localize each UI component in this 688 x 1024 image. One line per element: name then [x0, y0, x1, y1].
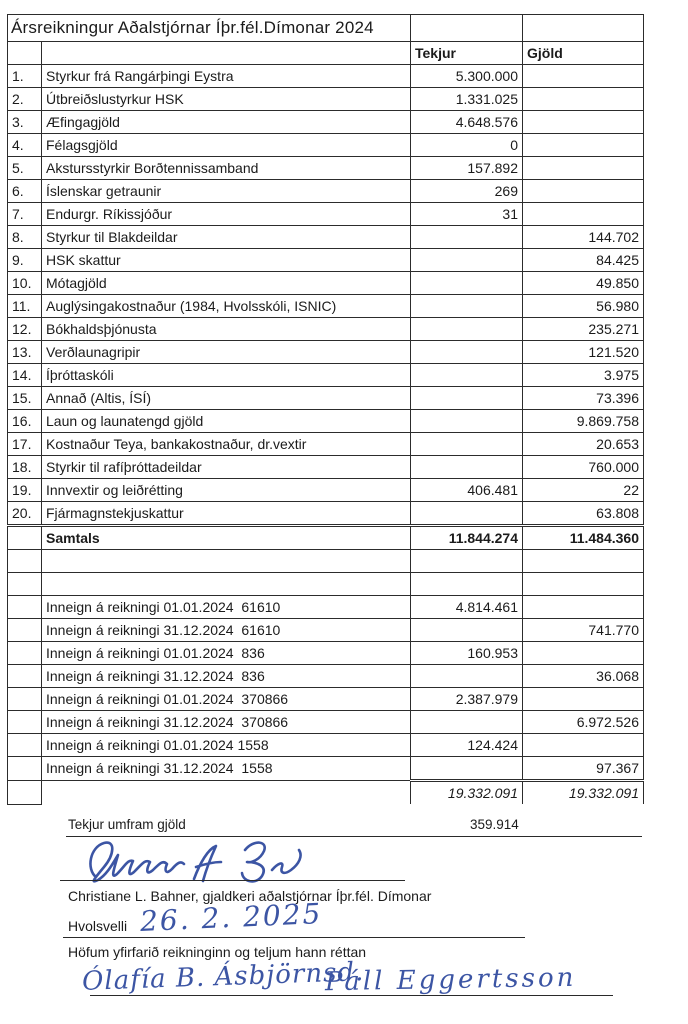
row-label: Annað (Altis, ÍSÍ) [42, 387, 411, 410]
row-label: Laun og launatengd gjöld [42, 410, 411, 433]
row-label: Útbreiðslustyrkur HSK [42, 88, 411, 111]
row-label: HSK skattur [42, 249, 411, 272]
row-number: 17. [8, 433, 42, 456]
row-label: Íslenskar getraunir [42, 180, 411, 203]
row-expense-value: 235.271 [523, 318, 644, 341]
account-label: Inneign á reikningi 31.12.2024 61610 [42, 619, 411, 642]
row-expense-value: 49.850 [523, 272, 644, 295]
witness-signature-line [90, 995, 613, 996]
table-row [8, 387, 644, 410]
table-row [8, 456, 644, 479]
title-row [8, 15, 644, 42]
row-label: Kostnaður Teya, bankakostnaður, dr.vextir [42, 433, 411, 456]
account-num-cell [8, 619, 42, 642]
row-number: 20. [8, 502, 42, 526]
empty-cell [42, 550, 411, 573]
samtals-num-cell [8, 526, 42, 550]
empty-cell [411, 550, 523, 573]
account-expense-value: 741.770 [523, 619, 644, 642]
row-number: 4. [8, 134, 42, 157]
account-expense-value [523, 688, 644, 711]
row-number: 9. [8, 249, 42, 272]
row-label: Endurgr. Ríkissjóður [42, 203, 411, 226]
row-number: 18. [8, 456, 42, 479]
row-income-value [411, 249, 523, 272]
table-row [8, 65, 644, 88]
account-label: Inneign á reikningi 01.01.2024 370866 [42, 688, 411, 711]
account-label: Inneign á reikningi 01.01.2024 61610 [42, 596, 411, 619]
account-row [8, 688, 644, 711]
row-income-value [411, 502, 523, 526]
row-income-value [411, 410, 523, 433]
row-number: 15. [8, 387, 42, 410]
row-expense-value: 121.520 [523, 341, 644, 364]
samtals-income-value: 11.844.274 [411, 526, 523, 550]
row-income-value: 406.481 [411, 479, 523, 502]
table-row [8, 111, 644, 134]
row-expense-value [523, 88, 644, 111]
empty-cell [411, 573, 523, 596]
row-income-value: 0 [411, 134, 523, 157]
row-label: Félagsgjöld [42, 134, 411, 157]
account-row [8, 642, 644, 665]
row-expense-value [523, 180, 644, 203]
row-income-value: 157.892 [411, 157, 523, 180]
table-row [8, 88, 644, 111]
treasurer-caption: Christiane L. Bahner, gjaldkeri aðalstjórnar Íþr.fél. Dímonar [68, 888, 432, 904]
witness-signature-left: Ólafía B. Ásbjörnsd. [81, 957, 365, 997]
row-expense-value: 760.000 [523, 456, 644, 479]
table-row [8, 318, 644, 341]
row-label: Æfingagjöld [42, 111, 411, 134]
surplus-value: 359.914 [470, 817, 519, 832]
row-number: 16. [8, 410, 42, 433]
table-row [8, 157, 644, 180]
row-number: 14. [8, 364, 42, 387]
grand-total-label-cell [42, 781, 411, 805]
row-income-value: 31 [411, 203, 523, 226]
row-label: Verðlaunagripir [42, 341, 411, 364]
account-income-value [411, 619, 523, 642]
review-statement: Höfum yfirfarið reikninginn og teljum hann réttan [68, 944, 367, 960]
row-income-value [411, 318, 523, 341]
account-expense-value: 97.367 [523, 757, 644, 781]
row-expense-value [523, 65, 644, 88]
row-expense-value [523, 157, 644, 180]
account-income-value [411, 757, 523, 781]
column-header-expense: Gjöld [523, 42, 644, 65]
row-income-value [411, 295, 523, 318]
row-expense-value: 22 [523, 479, 644, 502]
account-income-value: 4.814.461 [411, 596, 523, 619]
table-row [8, 433, 644, 456]
account-num-cell [8, 642, 42, 665]
row-income-value [411, 387, 523, 410]
account-label: Inneign á reikningi 31.12.2024 836 [42, 665, 411, 688]
row-expense-value: 20.653 [523, 433, 644, 456]
row-income-value [411, 341, 523, 364]
row-label: Styrkir til rafíþróttadeildar [42, 456, 411, 479]
table-row [8, 479, 644, 502]
row-income-value: 4.648.576 [411, 111, 523, 134]
row-number: 13. [8, 341, 42, 364]
account-income-value: 2.387.979 [411, 688, 523, 711]
samtals-section [8, 526, 644, 596]
column-header-income: Tekjur [411, 42, 523, 65]
row-number: 1. [8, 65, 42, 88]
column-header-row [8, 42, 644, 65]
table-row [8, 341, 644, 364]
financial-table [7, 14, 644, 805]
row-label: Íþróttaskóli [42, 364, 411, 387]
table-row [8, 410, 644, 433]
row-label: Innvextir og leiðrétting [42, 479, 411, 502]
row-label: Styrkur til Blakdeildar [42, 226, 411, 249]
account-num-cell [8, 665, 42, 688]
row-income-value [411, 433, 523, 456]
row-expense-value: 73.396 [523, 387, 644, 410]
row-number: 10. [8, 272, 42, 295]
account-balance-rows [8, 596, 644, 781]
row-label: Mótagjöld [42, 272, 411, 295]
place-label: Hvolsvelli [68, 918, 128, 934]
account-label: Inneign á reikningi 31.12.2024 1558 [42, 757, 411, 781]
table-head-rows [8, 15, 644, 65]
account-label: Inneign á reikningi 31.12.2024 370866 [42, 711, 411, 734]
account-num-cell [8, 688, 42, 711]
account-expense-value [523, 642, 644, 665]
row-label: Styrkur frá Rangárþingi Eystra [42, 65, 411, 88]
account-row [8, 619, 644, 642]
table-row [8, 249, 644, 272]
row-number: 3. [8, 111, 42, 134]
grand-total-expense: 19.332.091 [523, 781, 644, 805]
row-number: 8. [8, 226, 42, 249]
numbered-rows [8, 65, 644, 526]
account-row [8, 757, 644, 781]
row-income-value: 269 [411, 180, 523, 203]
row-expense-value: 3.975 [523, 364, 644, 387]
handwritten-date: 26. 2. 2025 [139, 897, 323, 938]
row-income-value [411, 272, 523, 295]
row-number: 2. [8, 88, 42, 111]
account-expense-value [523, 734, 644, 757]
grand-total-income: 19.332.091 [411, 781, 523, 805]
row-expense-value: 144.702 [523, 226, 644, 249]
row-number: 11. [8, 295, 42, 318]
account-income-value [411, 711, 523, 734]
row-label: Bókhaldsþjónusta [42, 318, 411, 341]
account-num-cell [8, 596, 42, 619]
row-expense-value: 56.980 [523, 295, 644, 318]
table-row [8, 502, 644, 526]
row-expense-value [523, 111, 644, 134]
account-row [8, 596, 644, 619]
empty-row [8, 573, 644, 596]
row-expense-value: 84.425 [523, 249, 644, 272]
empty-cell [523, 573, 644, 596]
table-row [8, 295, 644, 318]
account-num-cell [8, 711, 42, 734]
header-num-cell [8, 42, 42, 65]
row-expense-value: 63.808 [523, 502, 644, 526]
witness-signature-right: Páll Eggertsson [324, 962, 577, 998]
empty-cell [8, 573, 42, 596]
row-number: 6. [8, 180, 42, 203]
row-income-value [411, 226, 523, 249]
account-num-cell [8, 757, 42, 781]
samtals-expense-value: 11.484.360 [523, 526, 644, 550]
account-label: Inneign á reikningi 01.01.2024 1558 [42, 734, 411, 757]
table-row [8, 226, 644, 249]
account-income-value: 160.953 [411, 642, 523, 665]
row-income-value [411, 456, 523, 479]
samtals-label: Samtals [42, 526, 411, 550]
row-label: Akstursstyrkir Borðtennissamband [42, 157, 411, 180]
treasurer-signature [82, 837, 412, 885]
grand-total-section [8, 781, 644, 805]
account-row [8, 711, 644, 734]
account-label: Inneign á reikningi 01.01.2024 836 [42, 642, 411, 665]
samtals-row [8, 526, 644, 550]
account-expense-value [523, 596, 644, 619]
account-income-value: 124.424 [411, 734, 523, 757]
empty-cell [42, 573, 411, 596]
account-expense-value: 6.972.526 [523, 711, 644, 734]
row-expense-value [523, 203, 644, 226]
row-income-value [411, 364, 523, 387]
surplus-label: Tekjur umfram gjöld [68, 817, 186, 832]
account-row [8, 665, 644, 688]
row-expense-value [523, 134, 644, 157]
empty-cell [8, 550, 42, 573]
title-row-income-cell [411, 15, 523, 42]
row-income-value: 5.300.000 [411, 65, 523, 88]
account-income-value [411, 665, 523, 688]
account-row [8, 734, 644, 757]
table-row [8, 203, 644, 226]
row-expense-value: 9.869.758 [523, 410, 644, 433]
account-expense-value: 36.068 [523, 665, 644, 688]
treasurer-signature-line [60, 880, 405, 881]
table-row [8, 180, 644, 203]
empty-cell [523, 550, 644, 573]
grand-total-num-cell [8, 781, 42, 805]
row-number: 19. [8, 479, 42, 502]
report-title: Ársreikningur Aðalstjórnar Íþr.fél.Dímonar 2024 [8, 15, 411, 42]
table-row [8, 134, 644, 157]
header-label-cell [42, 42, 411, 65]
grand-total-row [8, 781, 644, 805]
row-number: 12. [8, 318, 42, 341]
table-row [8, 272, 644, 295]
empty-row [8, 550, 644, 573]
account-num-cell [8, 734, 42, 757]
row-number: 5. [8, 157, 42, 180]
row-income-value: 1.331.025 [411, 88, 523, 111]
row-label: Fjármagnstekjuskattur [42, 502, 411, 526]
table-row [8, 364, 644, 387]
row-number: 7. [8, 203, 42, 226]
title-row-expense-cell [523, 15, 644, 42]
row-label: Auglýsingakostnaður (1984, Hvolsskóli, ISNIC) [42, 295, 411, 318]
date-underline [63, 937, 525, 938]
